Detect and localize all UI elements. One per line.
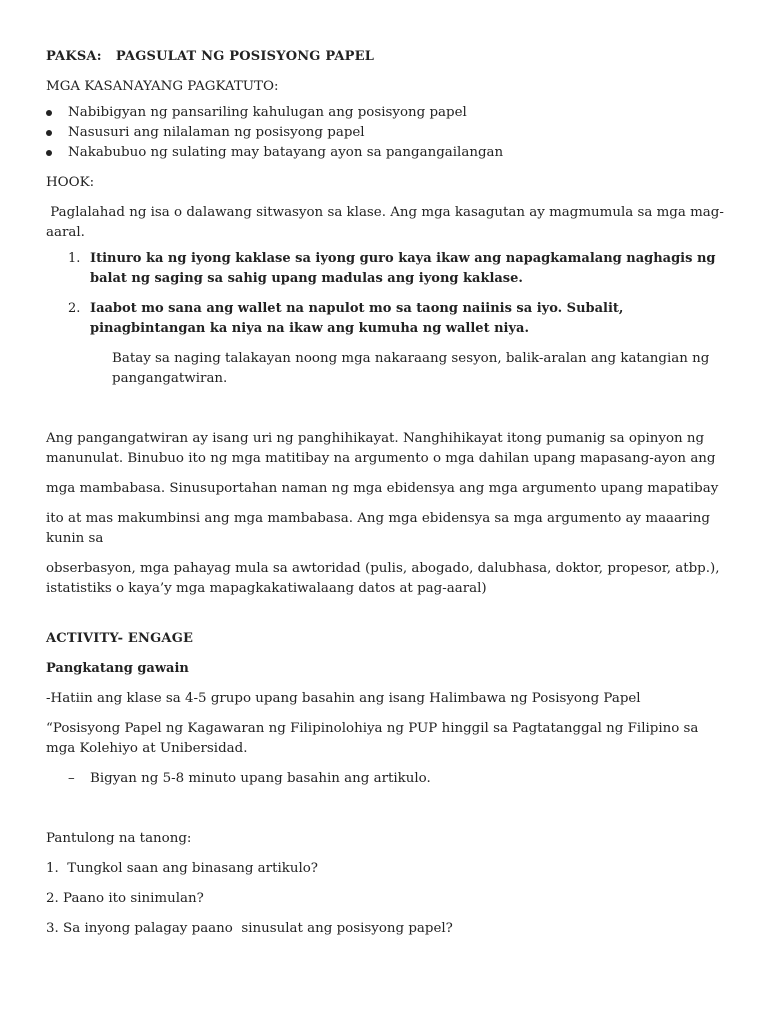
objectives-heading: MGA KASANAYANG PAGKATUTO: xyxy=(46,79,279,94)
scenario-list xyxy=(46,249,728,339)
body-paragraph: Ang pangangatwiran ay isang uri ng panghihikayat. Nanghihikayat itong pumanig sa opinyon ng manunulat. Binubuo ito ng mga matitibay na argumento o mga dahilan upang mapasang-ayon ang xyxy=(46,431,716,466)
objective-text: Nakabubuo ng sulating may batayang ayon sa pangangailangan xyxy=(68,145,504,160)
body-paragraph: obserbasyon, mga pahayag mula sa awtoridad (pulis, abogado, dalubhasa, doktor, propesor, atbp.), istatistiks o kaya’y mga mapagkakatiwalaang datos at pag-aaral) xyxy=(46,561,720,596)
activity-heading: ACTIVITY- ENGAGE xyxy=(46,631,194,646)
bullet-icon xyxy=(46,150,52,156)
topic-title: PAGSULAT NG POSISYONG PAPEL xyxy=(115,49,375,64)
scenario-number: 2. xyxy=(68,301,81,316)
dash-item-text: Bigyan ng 5-8 minuto upang basahin ang artikulo. xyxy=(90,771,431,786)
review-note: Batay sa naging talakayan noong mga nakaraang sesyon, balik-aralan ang katangian ng pangangatwiran. xyxy=(112,351,710,386)
scenario-item xyxy=(46,299,728,339)
scenario-text: Itinuro ka ng iyong kaklase sa iyong guro kaya ikaw ang napagkamalang naghagis ng balat ng saging sa sahig upang madulas ang iyong kaklase. xyxy=(90,251,716,286)
dash-list-item xyxy=(46,769,728,789)
scenario-item xyxy=(46,249,728,289)
objectives-list xyxy=(46,103,728,163)
objective-text: Nasusuri ang nilalaman ng posisyong papel xyxy=(68,125,365,140)
scenario-number: 1. xyxy=(68,251,81,266)
hook-heading: HOOK: xyxy=(46,175,95,190)
hook-intro: Paglalahad ng isa o dalawang sitwasyon sa klase. Ang mga kasagutan ay magmumula sa mga mag-aaral. xyxy=(46,205,724,240)
objective-item xyxy=(46,103,728,123)
objective-text: Nabibigyan ng pansariling kahulugan ang posisyong papel xyxy=(68,105,467,120)
objective-item xyxy=(46,123,728,143)
topic-line xyxy=(46,47,728,67)
objective-item xyxy=(46,143,728,163)
guide-question: 2. Paano ito sinimulan? xyxy=(46,891,204,906)
dash-icon: – xyxy=(68,771,75,786)
activity-instruction: -Hatiin ang klase sa 4-5 grupo upang basahin ang isang Halimbawa ng Posisyong Papel xyxy=(46,691,641,706)
topic-label: PAKSA: xyxy=(46,49,102,64)
scenario-text: Iaabot mo sana ang wallet na napulot mo sa taong naiinis sa iyo. Subalit, pinagbintangan ka niya na ikaw ang kumuha ng wallet niya. xyxy=(90,301,624,336)
article-title-quote: “Posisyong Papel ng Kagawaran ng Filipinolohiya ng PUP hinggil sa Pagtatanggal ng Filipino sa mga Kolehiyo at Unibersidad. xyxy=(46,721,699,756)
bullet-icon xyxy=(46,110,52,116)
guide-question: 1. Tungkol saan ang binasang artikulo? xyxy=(46,861,318,876)
group-activity-heading: Pangkatang gawain xyxy=(46,661,189,676)
guide-questions-heading: Pantulong na tanong: xyxy=(46,831,192,846)
guide-question: 3. Sa inyong palagay paano sinusulat ang posisyong papel? xyxy=(46,921,453,936)
body-paragraph: ito at mas makumbinsi ang mga mambabasa. Ang mga ebidensya sa mga argumento ay maaaring kunin sa xyxy=(46,511,710,546)
body-paragraph: mga mambabasa. Sinusuportahan naman ng mga ebidensya ang mga argumento upang mapatibay xyxy=(46,481,719,496)
bullet-icon xyxy=(46,130,52,136)
